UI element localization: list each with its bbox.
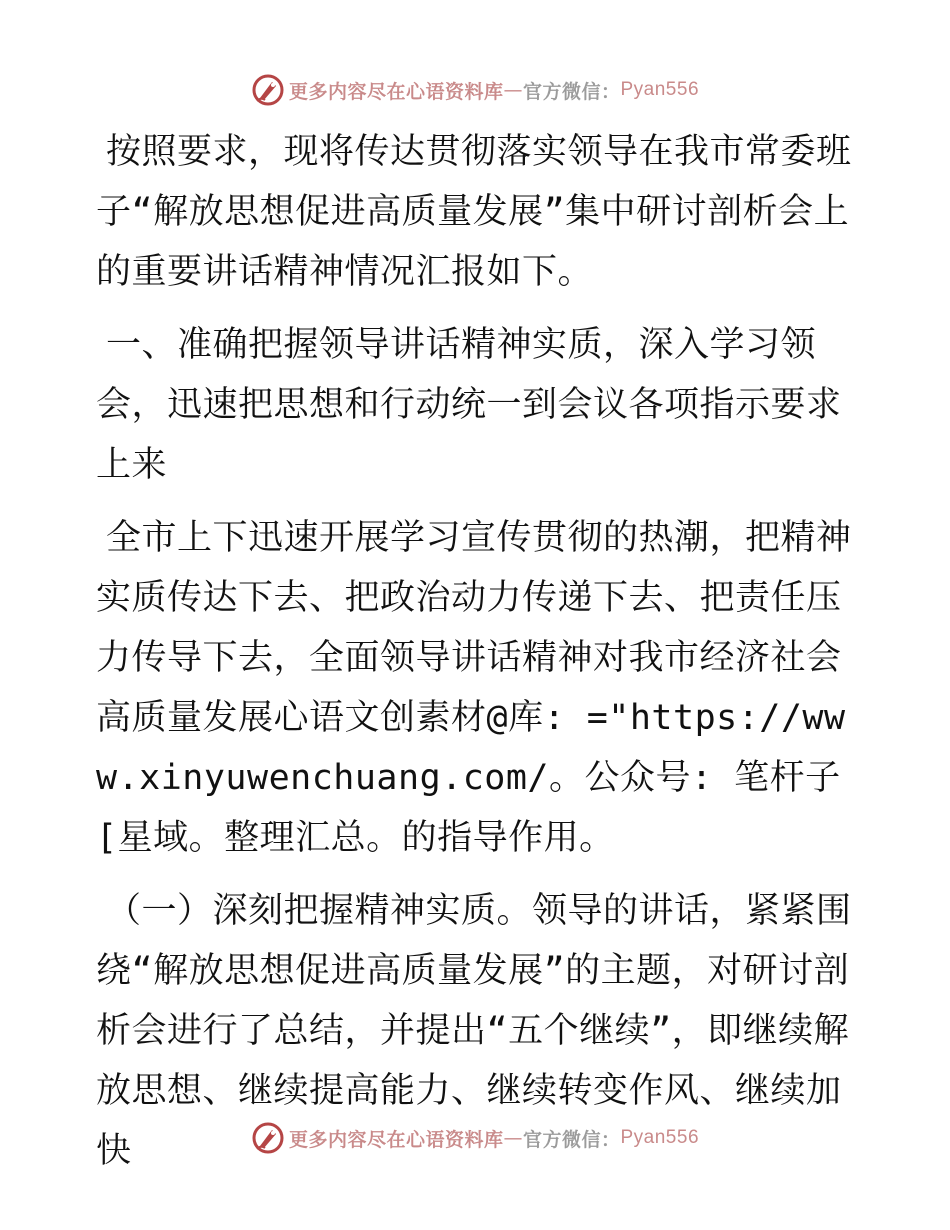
banner-wechat-id: Pyan556 (620, 79, 700, 100)
pen-nib-logo-icon (251, 73, 285, 107)
footer-banner (0, 1118, 950, 1158)
banner-title: 更多内容尽在心语资料库 (288, 1128, 504, 1151)
banner-dash: — (503, 79, 523, 101)
banner-dash: — (503, 1127, 523, 1149)
pen-nib-logo-icon (251, 1121, 285, 1155)
paragraph-intro: 按照要求，现将传达贯彻落实领导在我市常委班子“解放思想促进高质量发展”集中研讨剖析会上的重要讲话精神情况汇报如下。 (96, 132, 852, 292)
banner-wechat-id: Pyan556 (620, 1127, 700, 1148)
header-banner (0, 70, 950, 110)
paragraph-body-1: 全市上下迅速开展学习宣传贯彻的热潮，把精神实质传达下去、把政治动力传递下去、把责任压力传导下去，全面领导讲话精神对我市经济社会高质量发展心语文创素材@库: ="https://www.xinyuwenchuang.com/。公众号: 笔杆子[星域。整理汇总。的指导作用。 (96, 518, 852, 858)
banner-wechat-label: 官方微信： (522, 1128, 621, 1151)
banner-wechat-label: 官方微信： (522, 80, 621, 103)
document-body (96, 122, 856, 1194)
section-heading-1: 一、准确把握领导讲话精神实质，深入学习领会，迅速把思想和行动统一到会议各项指示要求上来 (96, 325, 842, 485)
paragraph-subsection-1: （一）深刻把握精神实质。领导的讲话，紧紧围绕“解放思想促进高质量发展”的主题，对研讨剖析会进行了总结，并提出“五个继续”，即继续解放思想、继续提高能力、继续转变作风、继续加快 (96, 891, 852, 1171)
banner-title: 更多内容尽在心语资料库 (288, 80, 504, 103)
